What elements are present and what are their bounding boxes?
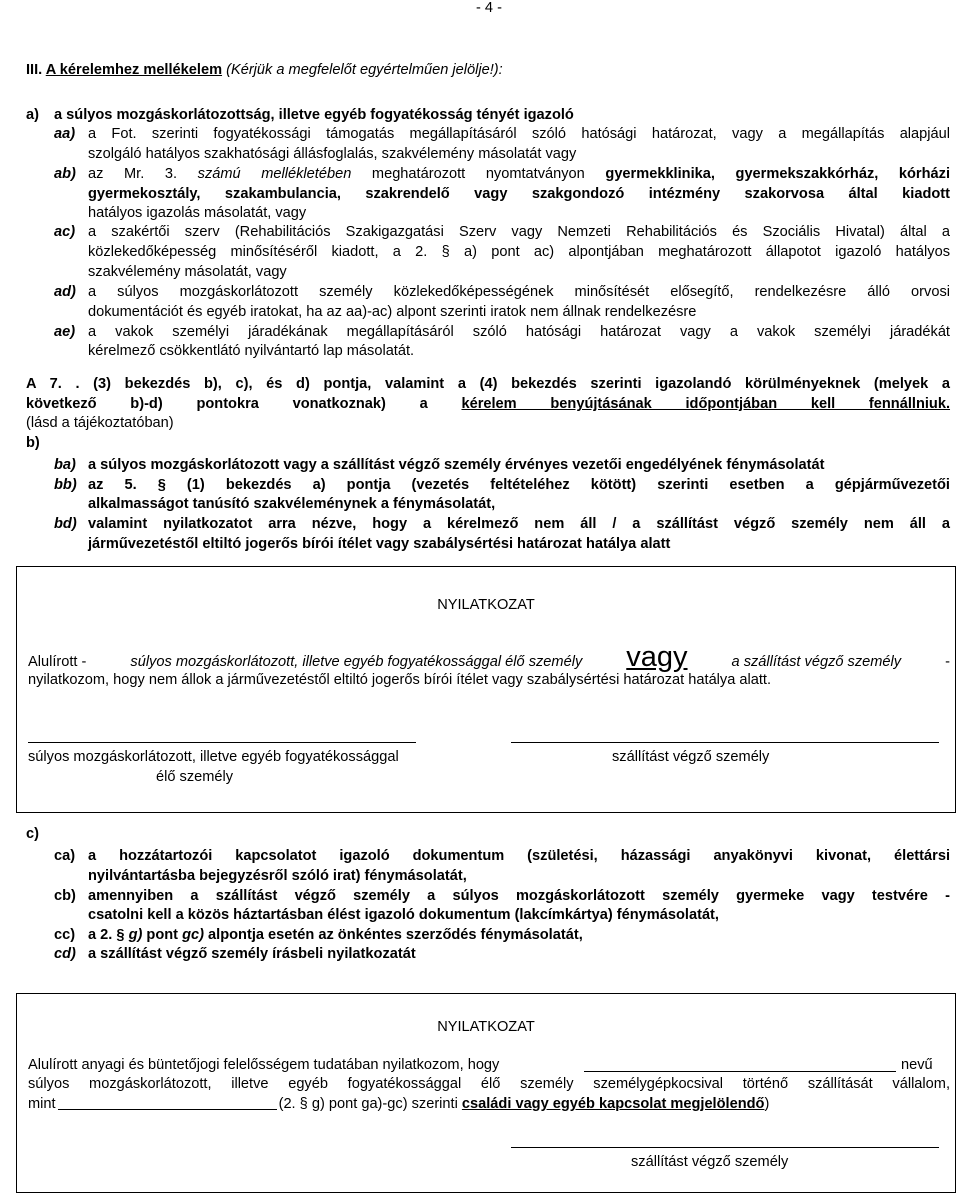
ab-part2: számú mellékletében <box>197 166 352 182</box>
a7-line3: (lásd a tájékoztatóban) <box>26 415 174 431</box>
item-bb-line1: az 5. § (1) bekezdés a) pontja (vezetés feltételéhez kötött) szerinti esetben a gépjárművezetői <box>88 477 950 493</box>
item-ab-line2: gyermekosztály, szakambulancia, szakrendelő vagy szakgondozó intézmény szakorvosa által kiadott <box>88 186 950 202</box>
box1-vagy: vagy <box>626 641 688 673</box>
item-aa-label: aa) <box>54 126 76 142</box>
box2-sig-caption: szállítást végző személy <box>631 1154 789 1170</box>
item-cb-line1: amennyiben a szállítást végző személy a súlyos mozgáskorlátozott személy gyermeke vagy testvére - <box>88 888 950 904</box>
sig-left-caption-2: élő személy <box>156 769 234 785</box>
heading-hint: (Kérjük a megfelelőt egyértelműen jelölje!): <box>226 62 503 78</box>
item-a-text: a súlyos mozgáskorlátozottság, illetve egyéb fogyatékosság tényét igazoló <box>54 107 574 123</box>
item-ab-label: ab) <box>54 166 76 182</box>
item-ad-line2: dokumentációt és egyéb iratokat, ha az aa)-ac) alpont szerinti iratok nem állnak rendelkezésre <box>88 304 697 320</box>
item-aa-line2: szolgáló hatályos szakhatósági állásfoglalás, szakvélemény másolatát vagy <box>88 146 577 162</box>
signature-line-left <box>28 742 416 743</box>
box2-title: NYILATKOZAT <box>437 1019 535 1035</box>
item-ab-line3: hatályos igazolás másolatát, vagy <box>88 205 307 221</box>
cc-part2: g) <box>128 927 143 943</box>
cc-part5: alpontja esetén az önkéntes szerződés fénymásolatát, <box>208 927 583 943</box>
item-bb-label: bb) <box>54 477 77 493</box>
item-cc-label: cc) <box>54 927 76 943</box>
a7-line2-text: következő b)-d) pontokra vonatkoznak) a <box>26 396 428 412</box>
item-bd-line2: járművezetéstől eltiltó jogerős bírói ítélet vagy szabálysértési határozat hatálya alatt <box>88 536 671 552</box>
heading-number: III. <box>26 62 43 78</box>
item-cc-text <box>88 925 583 945</box>
a7-line2-underlined: kérelem benyújtásának időpontjában kell fennállniuk. <box>461 396 951 412</box>
box1-alulirott: Alulírott - <box>28 654 87 670</box>
box2-mint: mint <box>28 1096 56 1112</box>
box2-line1-text: Alulírott anyagi és büntetőjogi felelősségem tudatában nyilatkozom, hogy <box>28 1057 500 1073</box>
item-bb-line2: alkalmasságot tanúsító szakvéleménynek a fénymásolatát, <box>88 496 496 512</box>
item-ba-label: ba) <box>54 457 76 473</box>
item-ae-line2: kérelmező csökkentlátó nyilvántartó lap másolatát. <box>88 343 415 359</box>
item-a-label: a) <box>26 107 39 123</box>
page-number: - 4 - <box>476 0 502 16</box>
box2-reference: (2. § g) pont ga)-gc) szerinti <box>278 1096 458 1112</box>
item-bd-line1: valamint nyilatkozatot arra nézve, hogy a kérelmező nem áll / a szállítást végző személy nem áll a <box>88 516 950 532</box>
item-ae-line1: a vakok személyi járadékának megállapításáról szóló hatósági határozat vagy a vakok személyi járadékát <box>88 324 950 340</box>
signature-line-box2 <box>511 1147 939 1148</box>
cc-part4: gc) <box>182 927 204 943</box>
item-ca-line1: a hozzátartozói kapcsolatot igazoló dokumentum (születési, házassági anyakönyvi kivonat, élettársi <box>88 848 950 864</box>
ab-part1: az Mr. 3. <box>88 166 178 182</box>
item-cd-label: cd) <box>54 946 76 962</box>
a7-line2 <box>26 394 950 414</box>
item-b-label: b) <box>26 435 40 451</box>
item-cd-text: a szállítást végző személy írásbeli nyilatkozatát <box>88 946 416 962</box>
ab-part3: meghatározott nyomtatványon <box>371 166 585 182</box>
item-ac-line2: közlekedőképesség minősítéséről kiadott, a 2. § a) pont ac) alpontjában meghatározott állapotot igazoló hatályos <box>88 244 950 260</box>
box2-close-paren: ) <box>764 1096 770 1112</box>
item-ca-line2: nyilvántartásba bejegyzésről szóló irat) fénymásolatát, <box>88 868 467 884</box>
sig-left-caption-1: súlyos mozgáskorlátozott, illetve egyéb fogyatékossággal <box>28 749 399 765</box>
relation-blank-line <box>58 1109 277 1110</box>
item-ae-label: ae) <box>54 324 76 340</box>
item-ab-line1 <box>88 164 950 184</box>
box2-line2: súlyos mozgáskorlátozott, illetve egyéb fogyatékossággal élő személy személygépkocsival történő szállítását vállalom, <box>28 1076 950 1092</box>
box2-relation: családi vagy egyéb kapcsolat megjelölendő <box>461 1096 765 1112</box>
cc-part3: pont <box>146 927 179 943</box>
box1-person-b: a szállítást végző személy <box>731 654 902 670</box>
sig-right-caption: szállítást végző személy <box>612 749 770 765</box>
ab-part4: gyermekklinika, gyermekszakkórház, kórházi <box>605 166 950 182</box>
item-ac-line3: szakvélemény másolatát, vagy <box>88 264 287 280</box>
item-ac-line1: a szakértői szerv (Rehabilitációs Szakigazgatási Szerv vagy Nemzeti Rehabilitációs és Szociális Hivatal) által a <box>88 224 950 240</box>
cc-part1: a 2. § <box>88 927 125 943</box>
item-ad-line1: a súlyos mozgáskorlátozott személy közlekedőképességének minősítését elősegítő, rendelkezésre álló orvosi <box>88 284 950 300</box>
heading-title: A kérelemhez mellékelem <box>45 62 223 78</box>
item-bd-label: bd) <box>54 516 77 532</box>
box1-person-a: súlyos mozgáskorlátozott, illetve egyéb fogyatékossággal élő személy <box>130 654 583 670</box>
section-heading <box>26 60 503 80</box>
a7-line1: A 7. . (3) bekezdés b), c), és d) pontja, valamint a (4) bekezdés szerinti igazolandó körülményeknek (melyek a <box>26 376 950 392</box>
box2-line3 <box>28 1094 769 1114</box>
name-blank-line <box>584 1071 896 1072</box>
item-cb-line2: csatolni kell a közös háztartásban élést igazoló dokumentum (lakcímkártya) fénymásolatát, <box>88 907 719 923</box>
item-ac-label: ac) <box>54 224 76 240</box>
item-ca-label: ca) <box>54 848 76 864</box>
box1-dash: - <box>945 654 950 670</box>
box2-line1-nevu: nevű <box>901 1057 933 1073</box>
item-ba-text: a súlyos mozgáskorlátozott vagy a szállítást végző személy érvényes vezetői engedélyének fénymásolatát <box>88 457 825 473</box>
box1-title: NYILATKOZAT <box>437 597 535 613</box>
item-ad-label: ad) <box>54 284 76 300</box>
signature-line-right <box>511 742 939 743</box>
box1-line2: nyilatkozom, hogy nem állok a járművezetéstől eltiltó jogerős bírói ítélet vagy szabálysértési határozat hatálya alatt. <box>28 672 772 688</box>
item-cb-label: cb) <box>54 888 76 904</box>
box1-line1 <box>28 641 950 673</box>
item-c-label: c) <box>26 826 39 842</box>
item-aa-line1: a Fot. szerinti fogyatékossági támogatás megállapításáról szóló hatósági határozat, vagy a megállapítás alapjául <box>88 126 950 142</box>
